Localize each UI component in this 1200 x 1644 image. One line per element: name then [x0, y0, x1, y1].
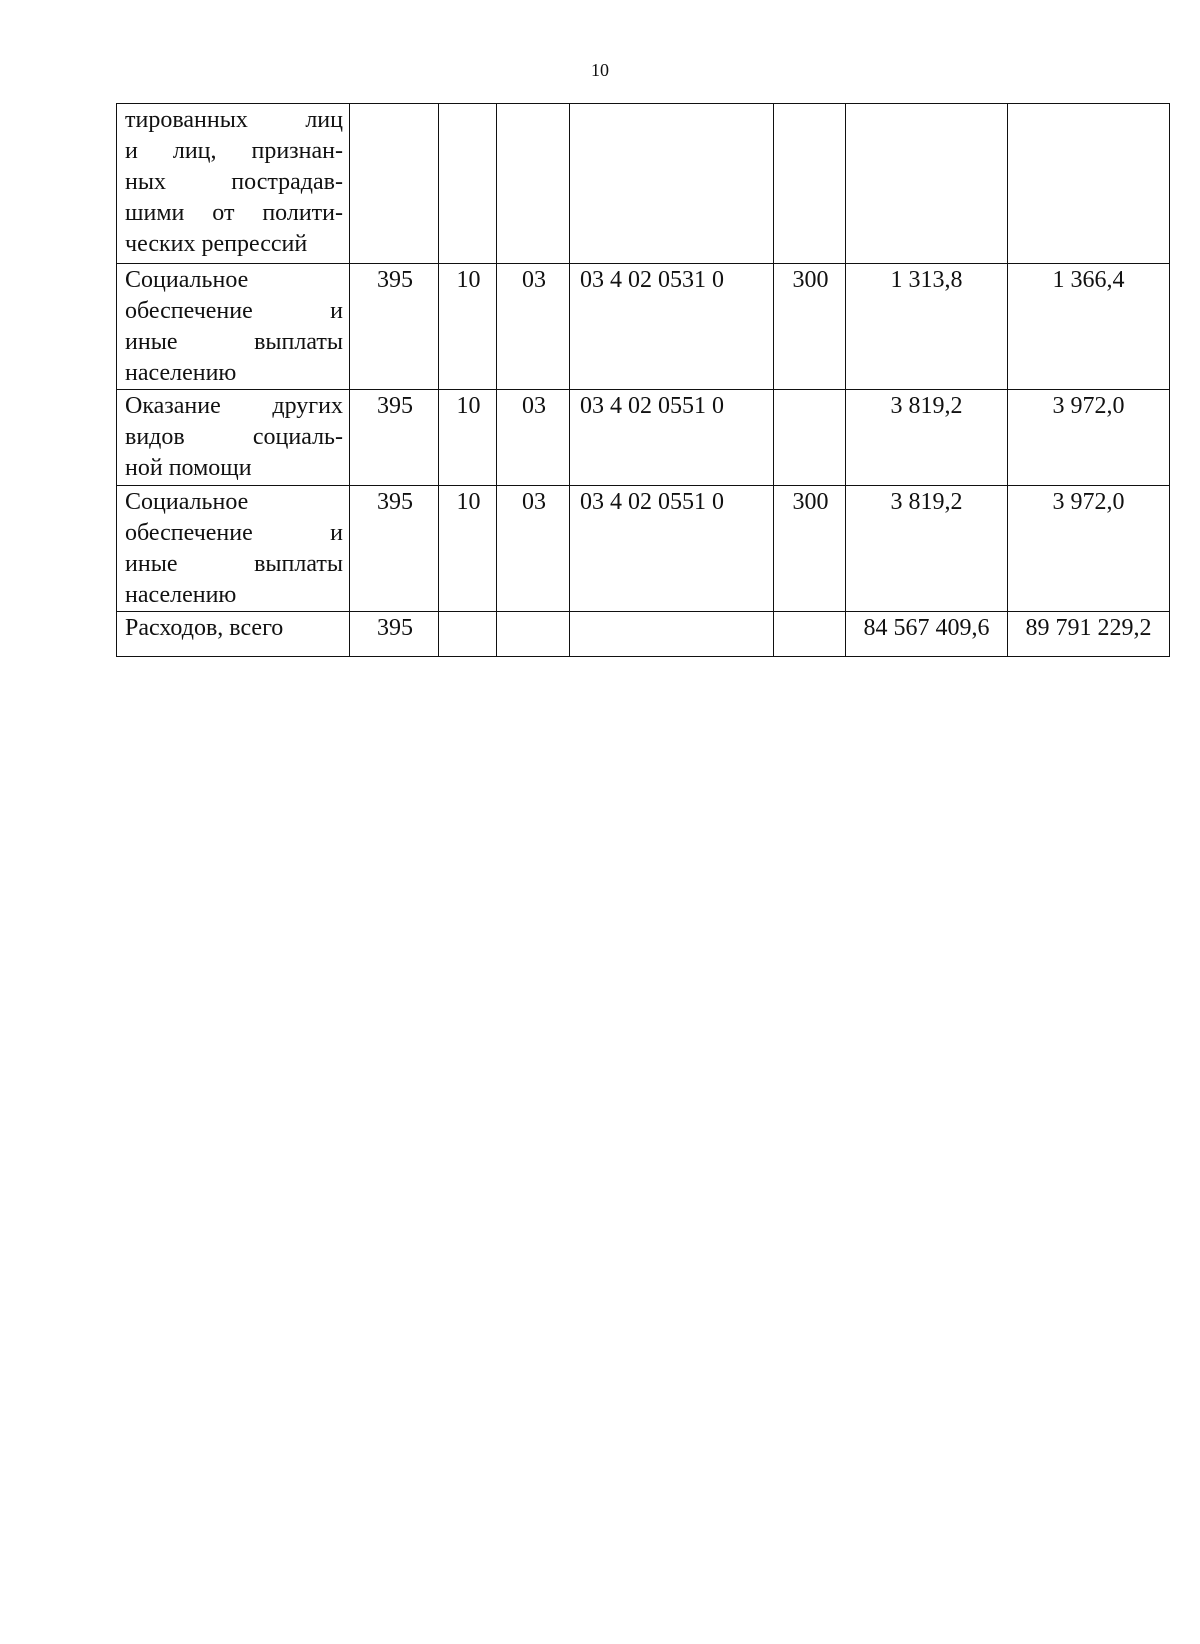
subsection-code-cell: 03: [497, 486, 570, 612]
amount-year2-cell: 1 366,4: [1008, 264, 1170, 390]
item-name-line: иные выплаты: [125, 329, 343, 355]
item-name-cell: [117, 486, 350, 612]
ministry-code-cell: 395: [350, 264, 439, 390]
amount-year1-cell: 84 567 409,6: [846, 612, 1008, 657]
item-name-line: и лиц, признан-: [125, 138, 343, 164]
amount-year1-cell: 3 819,2: [846, 390, 1008, 486]
expense-type-cell: [774, 390, 846, 486]
expense-type-cell: 300: [774, 486, 846, 612]
amount-year1-cell: [846, 104, 1008, 264]
subsection-code-cell: 03: [497, 390, 570, 486]
item-name-line: населению: [125, 582, 237, 608]
target-article-cell: [570, 104, 774, 264]
expense-type-cell: [774, 612, 846, 657]
expense-type-cell: 300: [774, 264, 846, 390]
item-name-line: ческих репрессий: [125, 231, 308, 257]
item-name-line: видов социаль-: [125, 424, 343, 450]
item-name-line: ных пострадав-: [125, 169, 343, 195]
amount-year2-cell: 89 791 229,2: [1008, 612, 1170, 657]
amount-year2-cell: [1008, 104, 1170, 264]
subsection-code-cell: [497, 104, 570, 264]
table-body: [117, 104, 1170, 657]
target-article-cell: 03 4 02 0531 0: [570, 264, 774, 390]
subsection-code-cell: 03: [497, 264, 570, 390]
item-name-line: тированных лиц: [125, 107, 343, 133]
expense-type-cell: [774, 104, 846, 264]
item-name-cell: [117, 104, 350, 264]
table-row: [117, 612, 1170, 657]
section-code-cell: 10: [439, 390, 497, 486]
ministry-code-cell: [350, 104, 439, 264]
ministry-code-cell: 395: [350, 390, 439, 486]
ministry-code-cell: 395: [350, 486, 439, 612]
ministry-code-cell: 395: [350, 612, 439, 657]
amount-year2-cell: 3 972,0: [1008, 486, 1170, 612]
table-row: [117, 390, 1170, 486]
section-code-cell: 10: [439, 264, 497, 390]
item-name-line: шими от полити-: [125, 200, 343, 226]
item-name-line: Социальное: [125, 489, 249, 515]
item-name-line: Оказание других: [125, 393, 343, 419]
section-code-cell: [439, 104, 497, 264]
target-article-cell: 03 4 02 0551 0: [570, 486, 774, 612]
item-name-line: обеспечение и: [125, 520, 343, 546]
amount-year2-cell: 3 972,0: [1008, 390, 1170, 486]
page-number: 10: [591, 60, 609, 80]
target-article-cell: [570, 612, 774, 657]
item-name-line: населению: [125, 360, 237, 386]
budget-table: [116, 103, 1170, 657]
item-name-line: обеспечение и: [125, 298, 343, 324]
item-name-line: Расходов, всего: [125, 615, 284, 641]
table-row: [117, 486, 1170, 612]
table-row: [117, 264, 1170, 390]
subsection-code-cell: [497, 612, 570, 657]
target-article-cell: 03 4 02 0551 0: [570, 390, 774, 486]
table-row: [117, 104, 1170, 264]
amount-year1-cell: 1 313,8: [846, 264, 1008, 390]
item-name-cell: [117, 264, 350, 390]
item-name-line: иные выплаты: [125, 551, 343, 577]
item-name-line: Социальное: [125, 267, 249, 293]
amount-year1-cell: 3 819,2: [846, 486, 1008, 612]
section-code-cell: [439, 612, 497, 657]
item-name-cell: [117, 612, 350, 657]
section-code-cell: 10: [439, 486, 497, 612]
item-name-cell: [117, 390, 350, 486]
item-name-line: ной помощи: [125, 455, 252, 481]
